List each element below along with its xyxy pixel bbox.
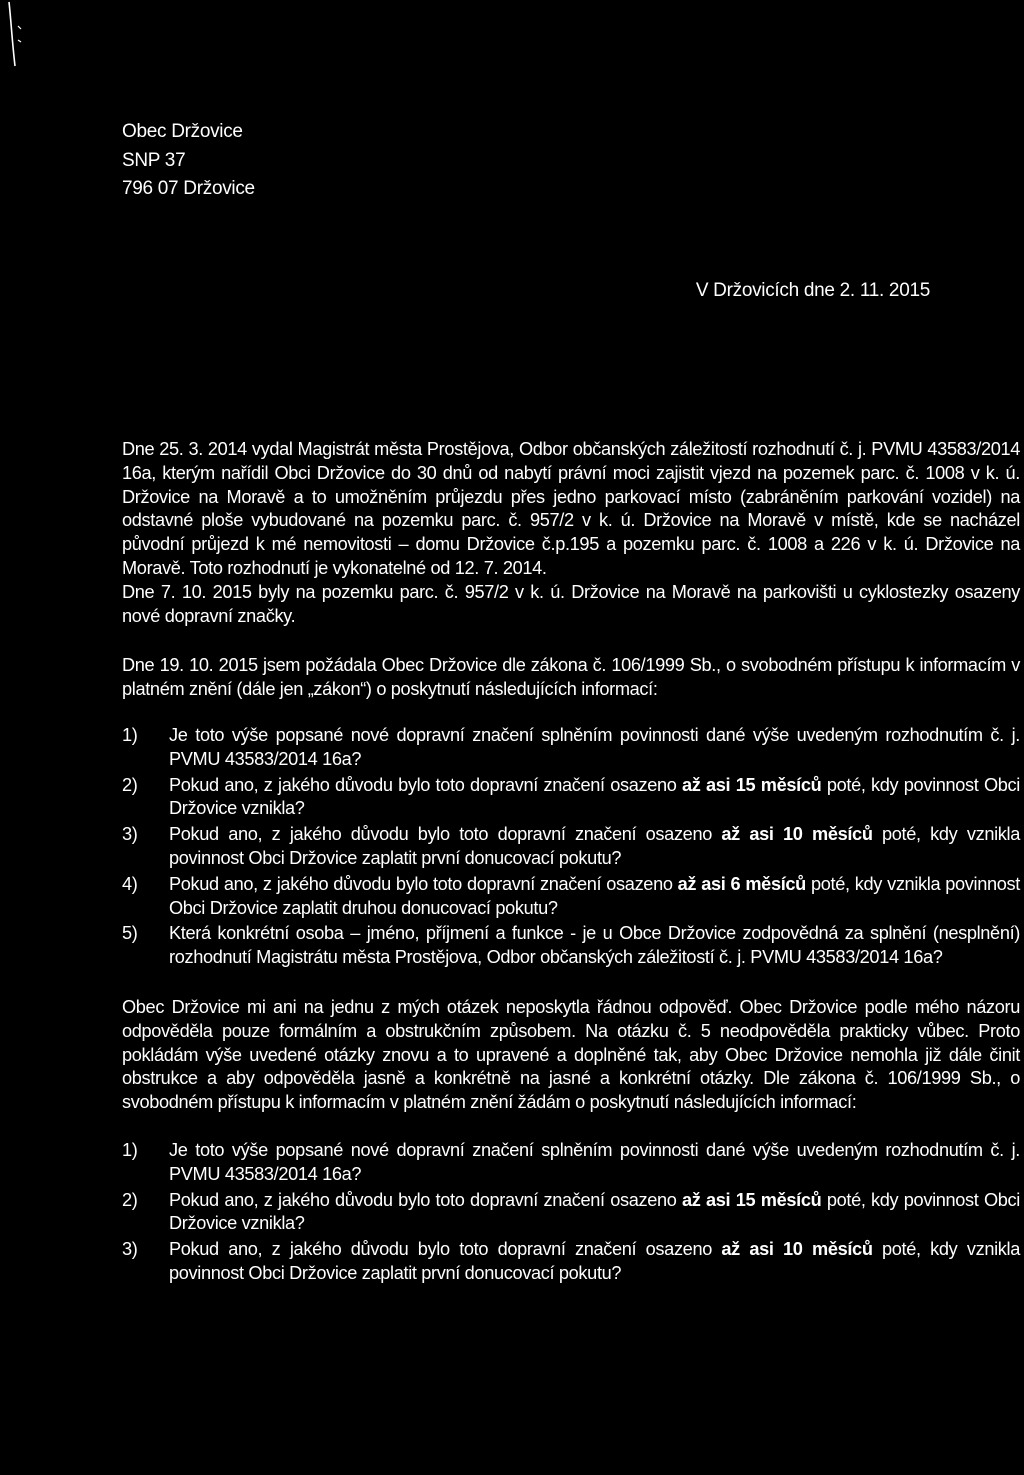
question-list-second xyxy=(122,1139,1020,1286)
question-text-end: poté, kdy vznikla povinnost Obci Držovice zaplatit druhou donucovací pokutu? xyxy=(169,873,1020,918)
sender-address-block xyxy=(122,118,255,204)
sender-street: SNP 37 xyxy=(122,149,186,171)
list-item-number: 2) xyxy=(122,774,138,795)
scan-artifact-mark xyxy=(6,0,24,70)
paragraph-new-signs: Dne 7. 10. 2015 byly na pozemku parc. č. 957/2 v k. ú. Držovice na Moravě na parkovišti u cyklostezky osazeny nové dopravní značky. xyxy=(122,581,1020,626)
list-item-number: 5) xyxy=(122,923,138,944)
question-text: Pokud ano, z jakého důvodu bylo toto dopravní značení osazeno xyxy=(169,873,678,894)
question-list-first xyxy=(122,724,1020,970)
letter-body xyxy=(122,438,1020,1288)
list-item-number: 2) xyxy=(122,1189,138,1210)
paragraph-request: Dne 19. 10. 2015 jsem požádala Obec Držovice dle zákona č. 106/1999 Sb., o svobodném přístupu k informacím v platném znění (dále jen „zákon“) o poskytnutí následujících informací: xyxy=(122,655,1020,700)
question-text: Pokud ano, z jakého důvodu bylo toto dopravní značení osazeno xyxy=(169,824,722,845)
question-emphasis: až asi 15 měsíců xyxy=(682,1189,822,1210)
list-item xyxy=(122,1139,1020,1187)
question-text: Která konkrétní osoba – jméno, příjmení a funkce - je u Obce Držovice zodpovědná za splnění (nesplnění) rozhodnutí Magistrátu města Prostějova, Odbor občanských záležitostí č. j. PVMU 43583/2014 16a? xyxy=(169,923,1020,968)
question-emphasis: až asi 15 měsíců xyxy=(682,774,822,795)
sender-name: Obec Držovice xyxy=(122,121,243,142)
question-text: Je toto výše popsané nové dopravní značení splněním povinnosti dané výše uvedeným rozhodnutím č. j. PVMU 43583/2014 16a? xyxy=(169,724,1020,769)
list-item-number: 1) xyxy=(122,1139,138,1160)
question-text-end: poté, kdy povinnost Obci Držovice vznikla? xyxy=(169,774,1020,819)
list-item xyxy=(122,1189,1020,1237)
question-emphasis: až asi 6 měsíců xyxy=(677,873,806,894)
question-text-end: poté, kdy povinnost Obci Držovice vznikla? xyxy=(169,1189,1020,1234)
list-item xyxy=(122,774,1020,822)
question-text: Pokud ano, z jakého důvodu bylo toto dopravní značení osazeno xyxy=(169,1189,683,1210)
list-item-number: 3) xyxy=(122,824,138,845)
list-item-number: 3) xyxy=(122,1239,138,1260)
list-item xyxy=(122,922,1020,970)
list-item xyxy=(122,823,1020,871)
list-item xyxy=(122,724,1020,772)
question-text-end: poté, kdy vznikla povinnost Obci Držovice zaplatit první donucovací pokutu? xyxy=(169,824,1020,868)
question-text: Je toto výše popsané nové dopravní značení splněním povinnosti dané výše uvedeným rozhodnutím č. j. PVMU 43583/2014 16a? xyxy=(169,1139,1020,1184)
list-item xyxy=(122,873,1020,921)
question-emphasis: až asi 10 měsíců xyxy=(721,1239,873,1260)
list-item xyxy=(122,1238,1020,1286)
sender-city: 796 07 Držovice xyxy=(122,178,255,199)
paragraph-decision: Dne 25. 3. 2014 vydal Magistrát města Prostějova, Odbor občanských záležitostí rozhodnutí č. j. PVMU 43583/2014 16a, kterým nařídil Obci Držovice do 30 dnů od nabytí právní moci zajistit vjezd na pozemek parc. č. 1008 v k. ú. Držovice na Moravě a to umožněním průjezdu přes jedno parkovací místo (zabráněním parkování vozidel) na odstavné ploše vybudované na pozemku parc. č. 957/2 v k. ú. Držovice na Moravě v místě, kde se nacházel původní průjezd k mé nemovitosti – domu Držovice č.p.195 a pozemku parc. č. 1008 a 226 v k. ú. Držovice na Moravě. Toto rozhodnutí je vykonatelné od 12. 7. 2014. xyxy=(122,439,1020,578)
question-emphasis: až asi 10 měsíců xyxy=(721,824,873,845)
list-item-number: 4) xyxy=(122,873,138,894)
list-item-number: 1) xyxy=(122,724,138,745)
question-text: Pokud ano, z jakého důvodu bylo toto dopravní značení osazeno xyxy=(169,774,683,795)
question-text-end: poté, kdy vznikla povinnost Obci Držovice zaplatit první donucovací pokutu? xyxy=(169,1239,1020,1283)
date-line: V Držovicích dne 2. 11. 2015 xyxy=(695,280,930,301)
question-text: Pokud ano, z jakého důvodu bylo toto dopravní značení osazeno xyxy=(169,1239,722,1260)
paragraph-complaint: Obec Držovice mi ani na jednu z mých otázek neposkytla řádnou odpověď. Obec Držovice podle mého názoru odpověděla pouze formálním a obstrukčním způsobem. Na otázku č. 5 neodpověděla prakticky vůbec. Proto pokládám výše uvedené otázky znovu a to upravené a doplněné tak, aby Obec Držovice nemohla již dále činit obstrukce a aby odpověděla jasně a konkrétně na jasné a konkrétní otázky. Dle zákona č. 106/1999 Sb., o svobodném přístupu k informacím v platném znění žádám o poskytnutí následujících informací: xyxy=(122,996,1020,1113)
